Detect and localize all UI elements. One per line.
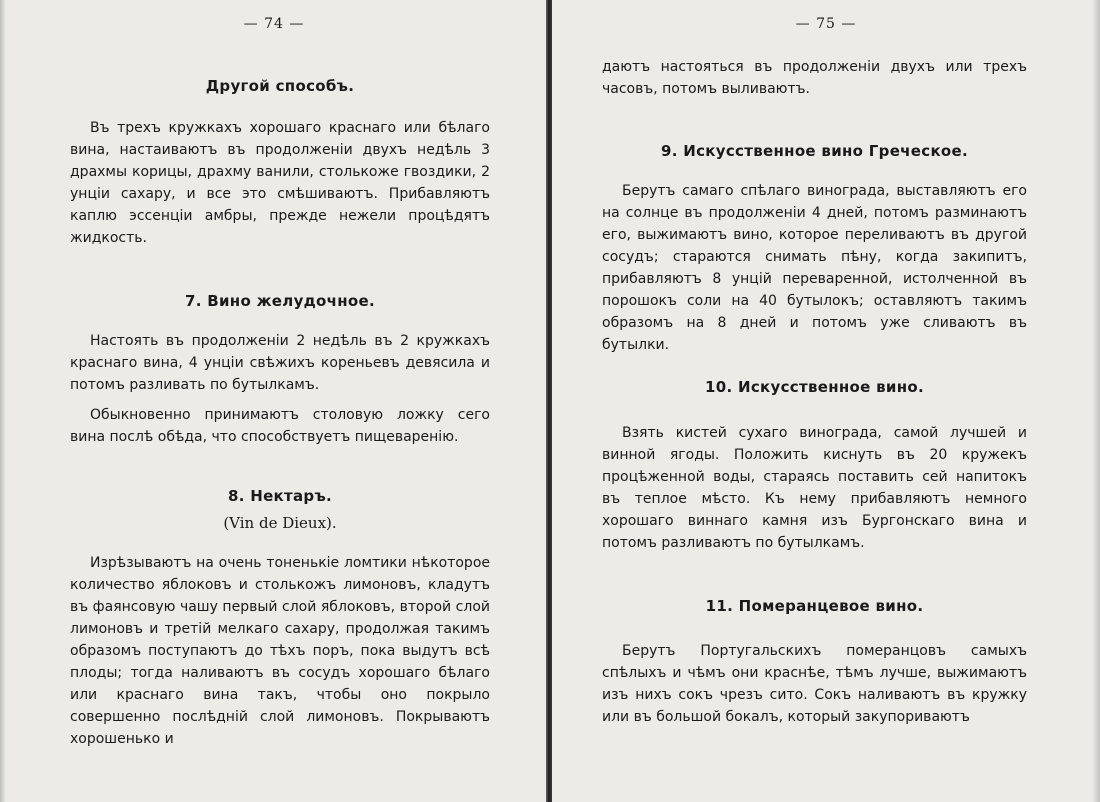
section-heading: 9. Искусственное вино Греческое. (660, 142, 968, 160)
section-subtitle: (Vin de Dieux). (223, 514, 337, 532)
section-body (602, 180, 1027, 356)
page-number: — 75 — (795, 16, 857, 32)
section-body (70, 117, 490, 249)
page-number: — 74 — (243, 16, 305, 32)
section-heading: Другой способъ. (205, 77, 355, 95)
paragraph: Берутъ Португальскихъ померанцовъ самыхъ спѣлыхъ и чѣмъ они краснѣе, тѣмъ лучше, выжимаютъ изъ нихъ сокъ чрезъ сито. Сокъ наливаютъ въ кружку или въ большой бокалъ, который закупориваютъ (602, 643, 1027, 725)
section-artificial-wine (602, 378, 1027, 396)
section-heading: 10. Искусственное вино. (704, 378, 925, 396)
paragraph: Въ трехъ кружкахъ хорошаго краснаго или бѣлаго вина, настаиваютъ въ продолженіи двухъ недѣль 3 драхмы корицы, драхму ванили, столькоже гвоздики, 2 унціи сахару, и все это смѣшиваютъ. Прибавляютъ каплю эссенціи амбры, прежде нежели процѣдятъ жидкость. (70, 120, 490, 246)
section-stomach-wine (70, 292, 490, 310)
section-body (70, 552, 490, 750)
section-heading: 11. Померанцевое вино. (705, 597, 924, 615)
section-greek-wine (602, 142, 1027, 160)
section-heading: 7. Вино желудочное. (184, 292, 375, 310)
section-subheading (70, 514, 490, 532)
paragraph: даютъ настояться въ продолженіи двухъ или трехъ часовъ, потомъ выливаютъ. (602, 59, 1027, 97)
left-page-text (70, 0, 490, 802)
section-nectar (70, 487, 490, 505)
section-body (602, 640, 1027, 728)
section-body (602, 422, 1027, 554)
right-page-text (602, 0, 1027, 802)
section-body (70, 404, 490, 448)
paragraph: Берутъ самаго спѣлаго винограда, выставляютъ его на солнце въ продолженіи 4 дней, потомъ разминаютъ его, выжимаютъ вино, которое переливаютъ въ другой сосудъ; стараются снимать пѣну, когда закипитъ, прибавляютъ 8 унцій переваренной, истолченной въ порошокъ соли на 40 бутылокъ; оставляютъ такимъ образомъ на 8 дней и потомъ уже сливаютъ въ бутылки. (602, 183, 1027, 353)
section-other-method (70, 77, 490, 95)
section-body (70, 330, 490, 396)
page-edge-shadow (1092, 0, 1100, 802)
section-heading: 8. Нектаръ. (227, 487, 333, 505)
paragraph: Обыкновенно принимаютъ столовую ложку сего вина послѣ обѣда, что способствуетъ пищеваренію. (70, 407, 490, 445)
section-orange-wine (602, 597, 1027, 615)
paragraph: Настоять въ продолженіи 2 недѣль въ 2 кружкахъ краснаго вина, 4 унціи свѣжихъ кореньевъ девясила и потомъ разливать по бутылкамъ. (70, 333, 490, 393)
continued-text (602, 56, 1027, 100)
paragraph: Взять кистей сухаго винограда, самой лучшей и винной ягоды. Положить киснуть въ 20 кружекъ процѣженной воды, стараясь поставить сей напитокъ въ теплое мѣсто. Къ нему прибавляютъ немного хорошаго виннаго камня изъ Бургонскаго вина и потомъ разливаютъ по бутылкамъ. (602, 425, 1027, 551)
page-edge-shadow (0, 0, 6, 802)
paragraph: Изрѣзываютъ на очень тоненькіе ломтики нѣкоторое количество яблоковъ и столькожъ лимоновъ, кладутъ въ фаянсовую чашу первый слой яблоковъ, второй слой лимоновъ и третій мелкаго сахару, продолжая такимъ образомъ поступаютъ до тѣхъ поръ, пока выдутъ всѣ плоды; тогда наливаютъ въ сосудъ хорошаго бѣлаго или краснаго вина такъ, чтобы оно покрыло совершенно послѣдній слой лимоновъ. Покрываютъ хорошенько и (70, 555, 490, 747)
